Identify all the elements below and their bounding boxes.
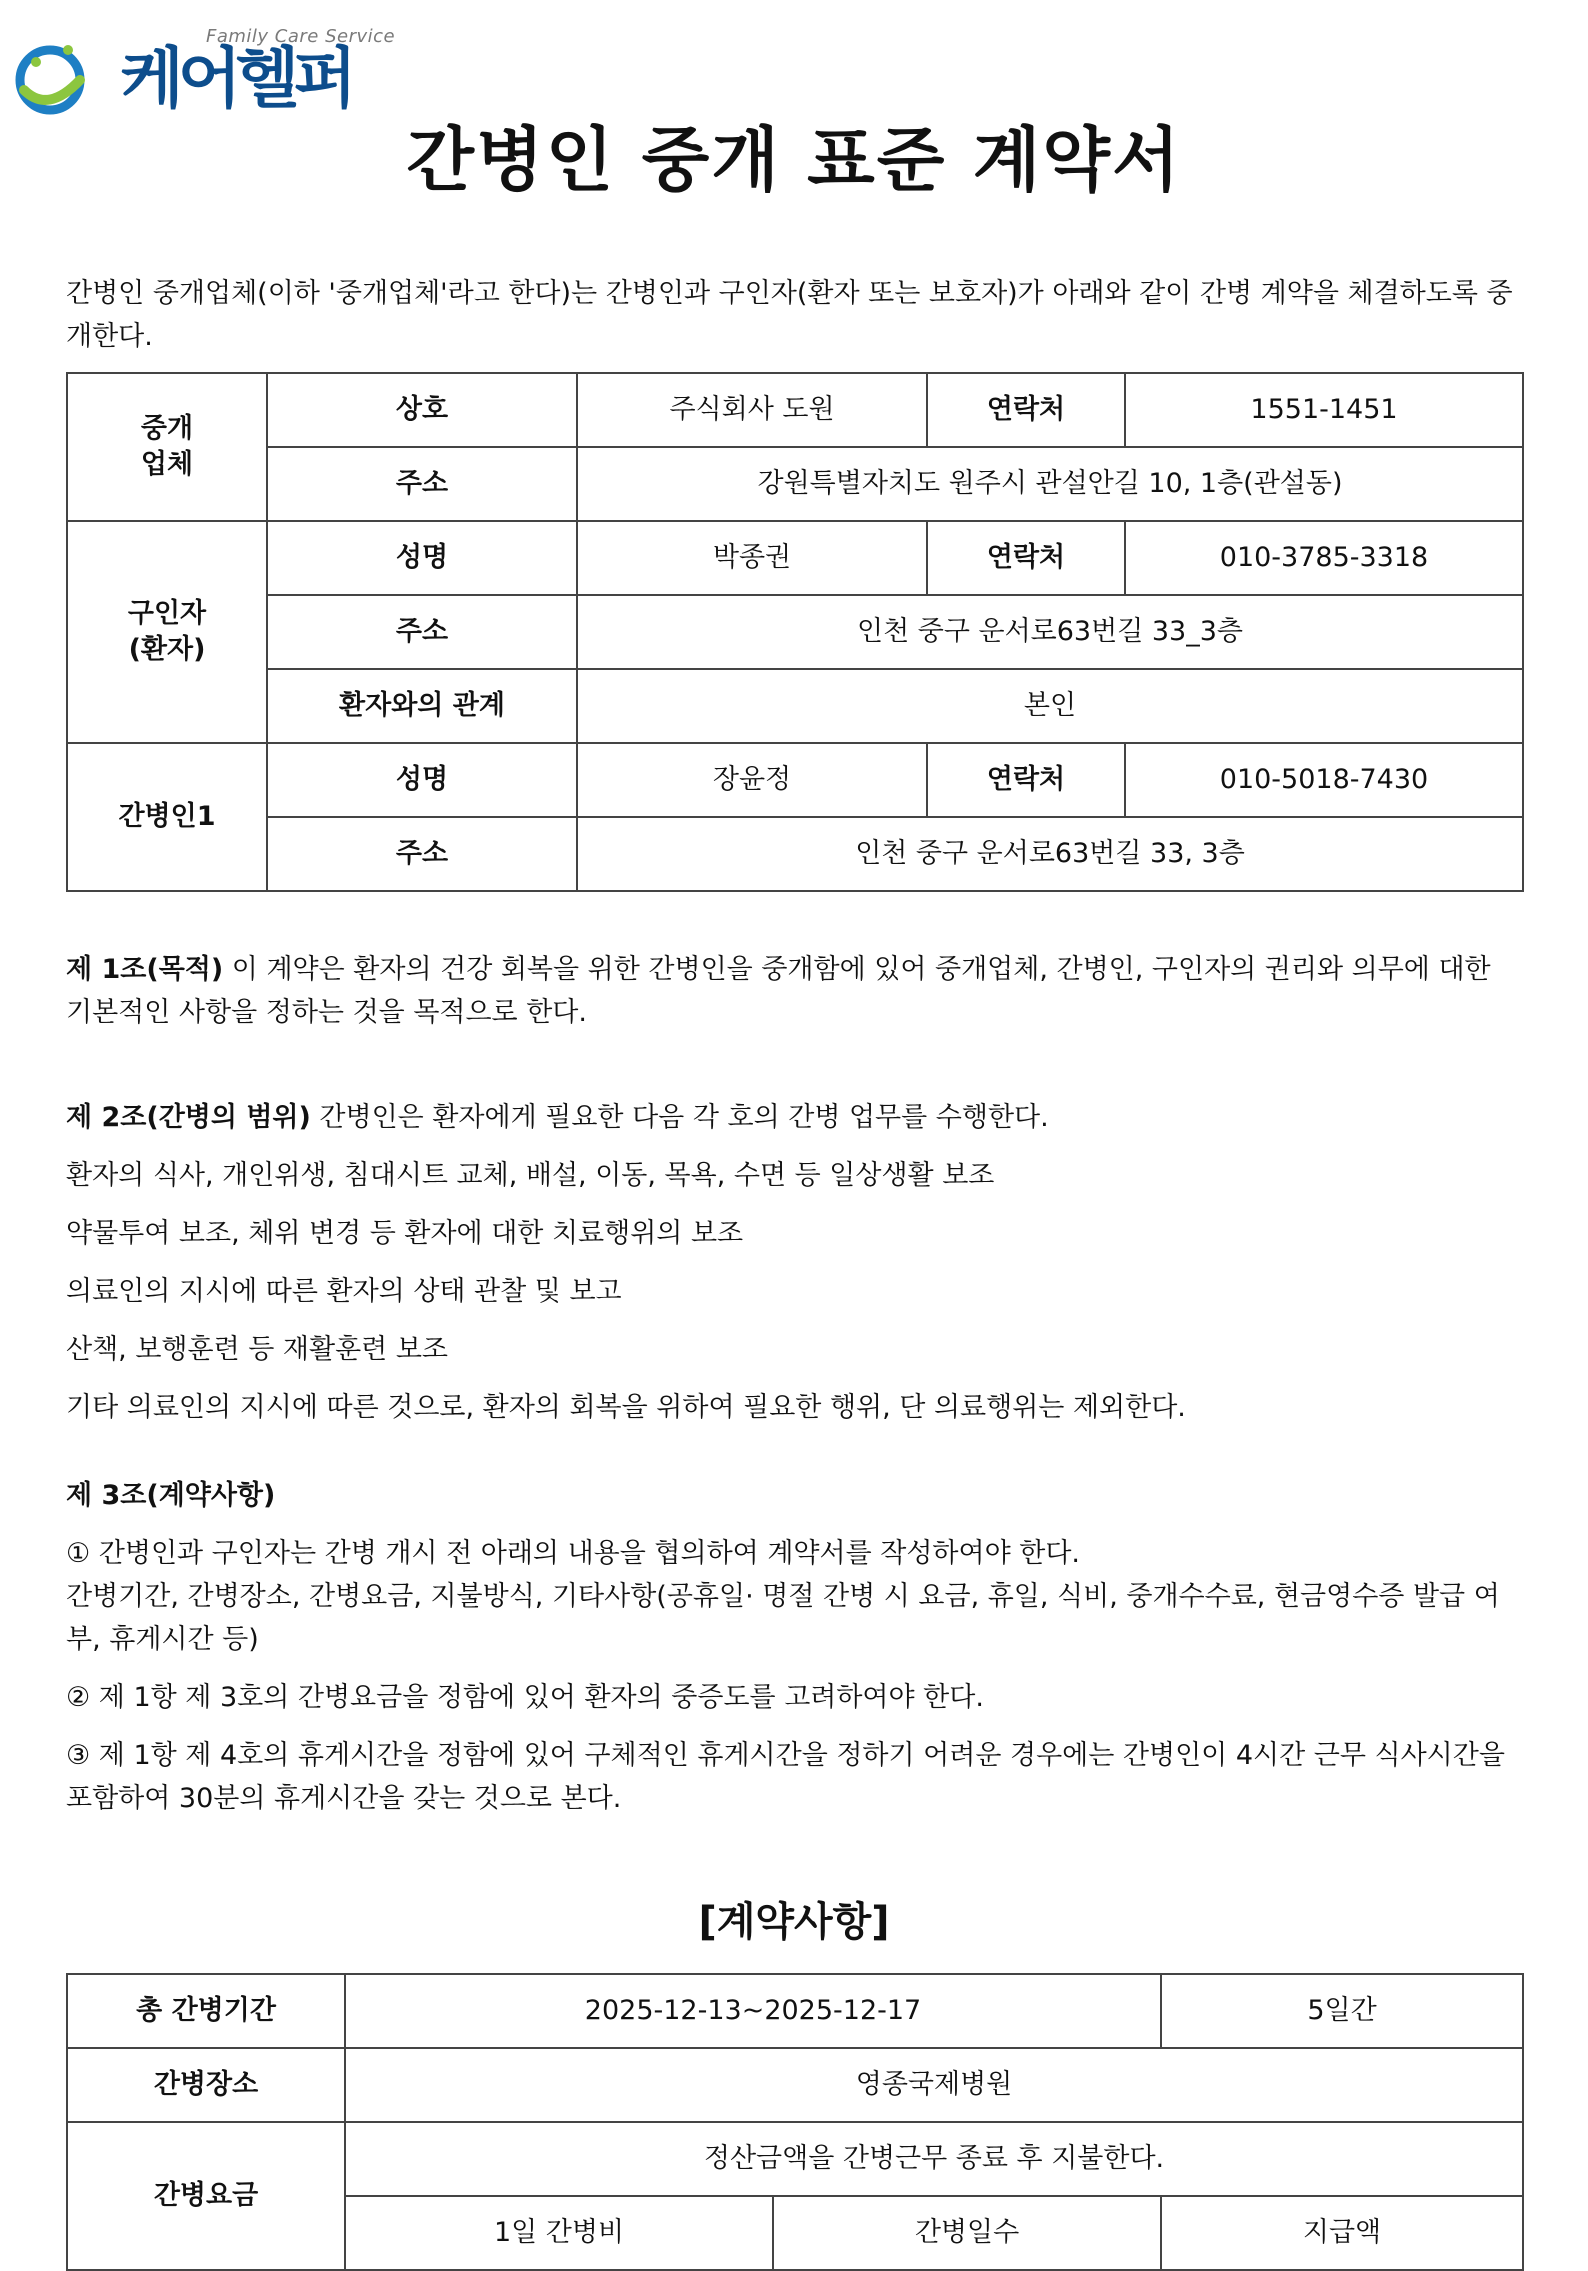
article-1-heading: 제 1조(목적) — [66, 954, 224, 985]
list-item: 기타 의료인의 지시에 따른 것으로, 환자의 회복을 위하여 필요한 행위, 단 의료행위는 제외한다. — [66, 1392, 1186, 1423]
client-contact-label: 연락처 — [927, 521, 1125, 595]
intro-paragraph: 간병인 중개업체(이하 '중개업체'라고 한다)는 간병인과 구인자(환자 또는 보호자)가 아래와 같이 간병 계약을 체결하도록 중개한다. — [66, 278, 1513, 352]
client-name-label: 성명 — [267, 521, 577, 595]
fee-label: 간병요금 — [67, 2122, 345, 2270]
list-item: 약물투여 보조, 체위 변경 등 환자에 대한 치료행위의 보조 — [66, 1218, 744, 1249]
contract-section-title: [계약사항] — [698, 1899, 890, 1945]
client-contact-value: 010-3785-3318 — [1125, 521, 1523, 595]
agency-address-value: 강원특별자치도 원주시 관설안길 10, 1층(관설동) — [577, 447, 1523, 521]
client-address-label: 주소 — [267, 595, 577, 669]
period-days: 5일간 — [1161, 1974, 1523, 2048]
caregiver-name-value: 장윤정 — [577, 743, 927, 817]
place-label: 간병장소 — [67, 2048, 345, 2122]
agency-name-value: 주식회사 도원 — [577, 373, 927, 447]
article-2-heading: 제 2조(간병의 범위) — [66, 1102, 311, 1133]
table-row — [67, 595, 1523, 669]
article-2-text: 간병인은 환자에게 필요한 다음 각 호의 간병 업무를 수행한다. — [310, 1102, 1049, 1133]
article-3-para-3: ③ 제 1항 제 4호의 휴게시간을 정함에 있어 구체적인 휴게시간을 정하기 어려운 경우에는 간병인이 4시간 근무 식사시간을 포함하여 30분의 휴게시간을 갖는 것으로 본다. — [66, 1740, 1505, 1814]
fee-header-daily: 1일 간병비 — [345, 2196, 773, 2270]
parties-table — [66, 372, 1524, 892]
agency-contact-label: 연락처 — [927, 373, 1125, 447]
list-item: 산책, 보행훈련 등 재활훈련 보조 — [66, 1334, 448, 1365]
article-2 — [66, 1096, 1522, 1429]
caregiver-contact-value: 010-5018-7430 — [1125, 743, 1523, 817]
company-logo — [8, 22, 408, 122]
agency-contact-value: 1551-1451 — [1125, 373, 1523, 447]
article-1 — [66, 948, 1522, 1034]
period-value: 2025-12-13~2025-12-17 — [345, 1974, 1161, 2048]
client-name-value: 박종권 — [577, 521, 927, 595]
caregiver-contact-label: 연락처 — [927, 743, 1125, 817]
caregiver-name-label: 성명 — [267, 743, 577, 817]
table-row — [67, 1974, 1523, 2048]
article-3-heading: 제 3조(계약사항) — [66, 1480, 276, 1511]
table-row — [67, 817, 1523, 891]
table-row — [67, 2122, 1523, 2196]
fee-header-days: 간병일수 — [773, 2196, 1161, 2270]
agency-group-label: 중개 업체 — [67, 373, 267, 521]
client-relation-label: 환자와의 관계 — [267, 669, 577, 743]
table-row — [67, 521, 1523, 595]
fee-note: 정산금액을 간병근무 종료 후 지불한다. — [345, 2122, 1523, 2196]
article-3-para-1-detail: 간병기간, 간병장소, 간병요금, 지불방식, 기타사항(공휴일· 명절 간병 시 요금, 휴일, 식비, 중개수수료, 현금영수증 발급 여부, 휴게시간 등) — [66, 1581, 1500, 1655]
table-row — [67, 2048, 1523, 2122]
place-value: 영종국제병원 — [345, 2048, 1523, 2122]
document-title: 간병인 중개 표준 계약서 — [406, 119, 1182, 201]
caregiver-address-label: 주소 — [267, 817, 577, 891]
table-row — [67, 743, 1523, 817]
caregiver-address-value: 인천 중구 운서로63번길 33, 3층 — [577, 817, 1523, 891]
fee-header-amount: 지급액 — [1161, 2196, 1523, 2270]
client-group-label: 구인자 (환자) — [67, 521, 267, 743]
table-row — [67, 447, 1523, 521]
article-3 — [66, 1474, 1522, 1820]
client-relation-value: 본인 — [577, 669, 1523, 743]
caregiver-group-label: 간병인1 — [67, 743, 267, 891]
agency-name-label: 상호 — [267, 373, 577, 447]
article-1-text: 이 계약은 환자의 건강 회복을 위한 간병인을 중개함에 있어 중개업체, 간병인, 구인자의 권리와 의무에 대한 기본적인 사항을 정하는 것을 목적으로 한다. — [66, 954, 1491, 1028]
table-row — [67, 669, 1523, 743]
period-label: 총 간병기간 — [67, 1974, 345, 2048]
list-item: 환자의 식사, 개인위생, 침대시트 교체, 배설, 이동, 목욕, 수면 등 일상생활 보조 — [66, 1160, 995, 1191]
article-3-para-1: ① 간병인과 구인자는 간병 개시 전 아래의 내용을 협의하여 계약서를 작성하여야 한다. — [66, 1538, 1080, 1569]
agency-address-label: 주소 — [267, 447, 577, 521]
client-address-value: 인천 중구 운서로63번길 33_3층 — [577, 595, 1523, 669]
logo-symbol-icon — [8, 28, 108, 128]
contract-table — [66, 1973, 1524, 2271]
logo-wordmark: 케어헬퍼 — [120, 40, 352, 117]
article-3-para-2: ② 제 1항 제 3호의 간병요금을 정함에 있어 환자의 중증도를 고려하여야 한다. — [66, 1682, 984, 1713]
logo-tagline: Family Care Service — [206, 26, 396, 47]
table-row — [67, 373, 1523, 447]
list-item: 의료인의 지시에 따른 환자의 상태 관찰 및 보고 — [66, 1276, 622, 1307]
